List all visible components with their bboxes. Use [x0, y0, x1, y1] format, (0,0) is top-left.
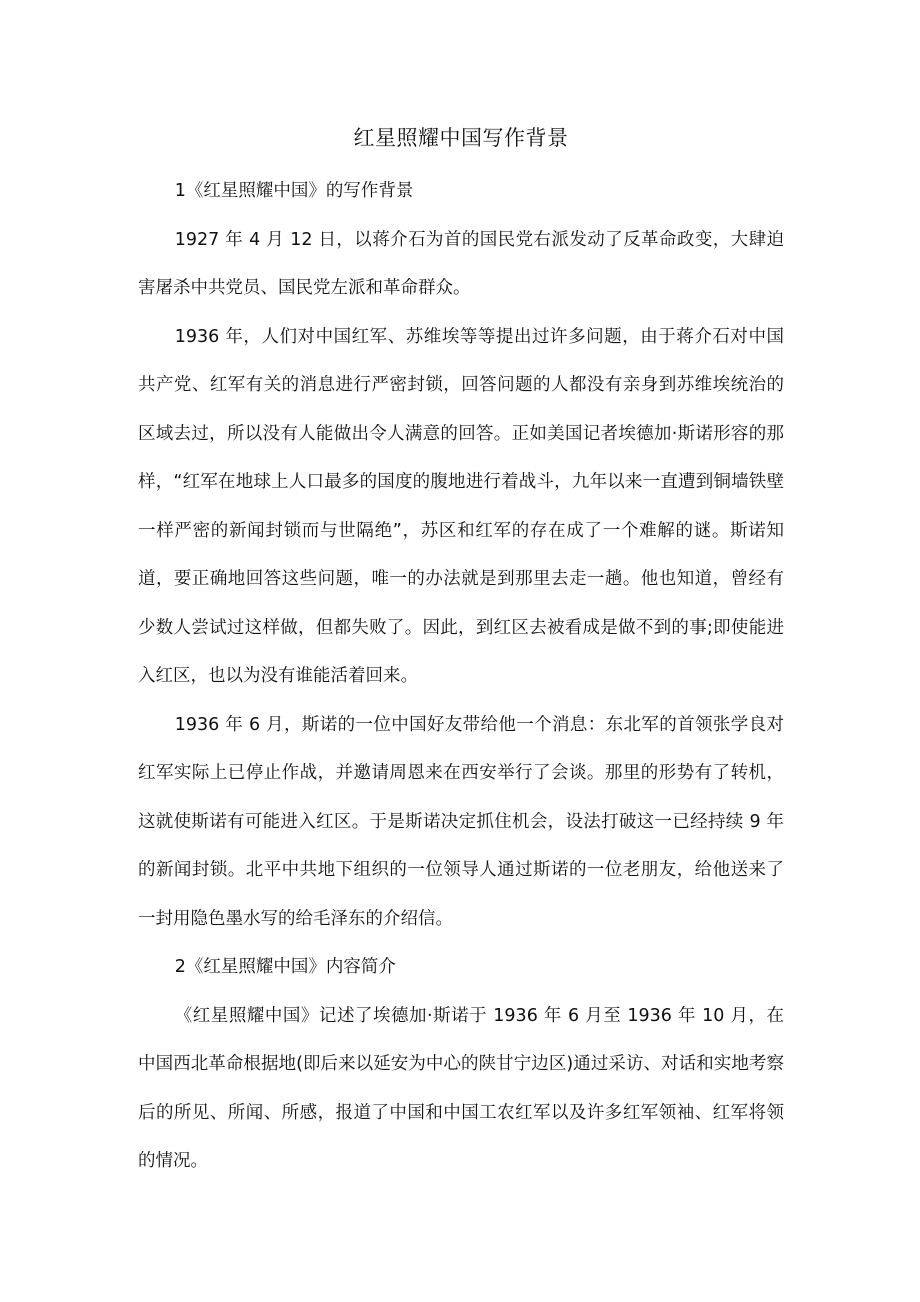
- paragraph-content-summary: 《红星照耀中国》记述了埃德加·斯诺于 1936 年 6 月至 1936 年 10 月，在中国西北革命根据地(即后来以延安为中心的陕甘宁边区)通过采访、对话和实地考察后的所见、所闻、所感，报道了中国和中国工农红军以及许多红军领袖、红军将领的情况。: [138, 1005, 784, 1171]
- document-title: 红星照耀中国写作背景: [353, 126, 569, 150]
- paragraph-1927-coup: 1927 年 4 月 12 日，以蒋介石为首的国民党右派发动了反革命政变，大肆迫害屠杀中共党员、国民党左派和革命群众。: [138, 229, 784, 298]
- section-heading-content-summary: 2《红星照耀中国》内容简介: [174, 957, 396, 977]
- paragraph-1936-questions: 1936 年，人们对中国红军、苏维埃等等提出过许多问题，由于蒋介石对中国共产党、红军有关的消息进行严密封锁，回答问题的人都没有亲身到苏维埃统治的区域去过，所以没有人能做出令人满意的回答。正如美国记者埃德加·斯诺形容的那样，“红军在地球上人口最多的国度的腹地进行着战斗，九年以来一直遭到铜墙铁壁一样严密的新闻封锁而与世隔绝”，苏区和红军的存在成了一个难解的谜。斯诺知道，要正确地回答这些问题，唯一的办法就是到那里去走一趟。他也知道，曾经有少数人尝试过这样做，但都失败了。因此，到红区去被看成是做不到的事;即使能进入红区，也以为没有谁能活着回来。: [138, 326, 784, 686]
- document-page: [138, 118, 784, 1186]
- paragraph-1936-june: 1936 年 6 月，斯诺的一位中国好友带给他一个消息：东北军的首领张学良对红军实际上已停止作战，并邀请周恩来在西安举行了会谈。那里的形势有了转机，这就使斯诺有可能进入红区。于是斯诺决定抓住机会，设法打破这一已经持续 9 年的新闻封锁。北平中共地下组织的一位领导人通过斯诺的一位老朋友，给他送来了一封用隐色墨水写的给毛泽东的介绍信。: [138, 714, 784, 929]
- section-heading-writing-background: 1《红星照耀中国》的写作背景: [174, 181, 414, 201]
